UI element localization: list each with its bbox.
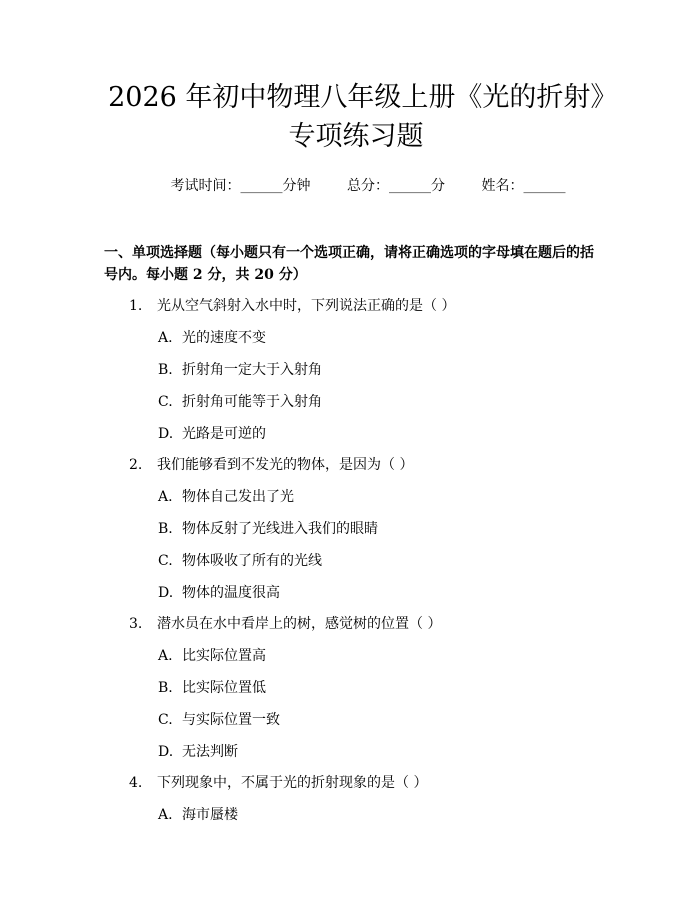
option-d <box>104 423 604 445</box>
option-text: 折射角可能等于入射角 <box>182 394 322 410</box>
question-text: 我们能够看到不发光的物体，是因为（ ） <box>157 457 414 473</box>
question-stem <box>104 454 604 476</box>
option-key: D. <box>158 426 174 442</box>
section-heading: 一、单项选择题（每小题只有一个选项正确，请将正确选项的字母填在题后的括号内。每小题 2 分，共 20 分） <box>104 245 594 283</box>
option-key: B. <box>158 521 173 537</box>
option-text: 物体吸收了所有的光线 <box>182 553 322 569</box>
option-text: 光的速度不变 <box>182 330 266 346</box>
option-list <box>104 327 604 445</box>
option-b <box>104 518 604 540</box>
option-b <box>104 677 604 699</box>
total-score-field: 总分：______分 <box>347 178 445 194</box>
option-key: C. <box>158 553 173 569</box>
exam-meta <box>104 176 604 196</box>
question-list <box>104 295 604 826</box>
question <box>104 295 604 445</box>
option-d <box>104 582 604 604</box>
question <box>104 613 604 763</box>
option-text: 光路是可逆的 <box>182 426 266 442</box>
question-stem <box>104 295 604 317</box>
option-list <box>104 486 604 604</box>
document-title: 2026 年初中物理八年级上册《光的折射》专项练习题 <box>108 82 604 152</box>
question-text: 下列现象中，不属于光的折射现象的是（ ） <box>157 775 428 791</box>
question <box>104 772 604 826</box>
option-c <box>104 709 604 731</box>
option-text: 物体反射了光线进入我们的眼睛 <box>182 521 378 537</box>
option-text: 比实际位置低 <box>182 680 266 696</box>
option-key: A. <box>158 489 173 505</box>
option-key: C. <box>158 712 173 728</box>
option-a <box>104 486 604 508</box>
option-key: D. <box>158 744 174 760</box>
option-key: D. <box>158 585 174 601</box>
question-stem <box>104 613 604 635</box>
question-number: 2. <box>129 457 143 473</box>
option-b <box>104 359 604 381</box>
option-text: 物体自己发出了光 <box>182 489 294 505</box>
student-name-field: 姓名：______ <box>481 178 566 194</box>
option-text: 折射角一定大于入射角 <box>182 362 322 378</box>
option-list <box>104 804 604 826</box>
option-a <box>104 645 604 667</box>
question-stem <box>104 772 604 794</box>
option-d <box>104 741 604 763</box>
question <box>104 454 604 604</box>
option-key: A. <box>158 648 173 664</box>
question-number: 1. <box>129 298 143 314</box>
option-text: 无法判断 <box>182 744 238 760</box>
option-key: B. <box>158 362 173 378</box>
option-key: A. <box>158 330 173 346</box>
question-number: 3. <box>129 616 143 632</box>
option-key: A. <box>158 807 173 823</box>
option-text: 比实际位置高 <box>182 648 266 664</box>
option-key: C. <box>158 394 173 410</box>
question-number: 4. <box>129 775 143 791</box>
option-key: B. <box>158 680 173 696</box>
option-text: 与实际位置一致 <box>182 712 280 728</box>
question-text: 光从空气斜射入水中时，下列说法正确的是（ ） <box>157 298 456 314</box>
option-a <box>104 804 604 826</box>
option-a <box>104 327 604 349</box>
option-c <box>104 550 604 572</box>
option-c <box>104 391 604 413</box>
option-text: 海市蜃楼 <box>182 807 238 823</box>
option-list <box>104 645 604 763</box>
exam-time-field: 考试时间：______分钟 <box>170 178 311 194</box>
question-text: 潜水员在水中看岸上的树，感觉树的位置（ ） <box>157 616 442 632</box>
option-text: 物体的温度很高 <box>182 585 280 601</box>
